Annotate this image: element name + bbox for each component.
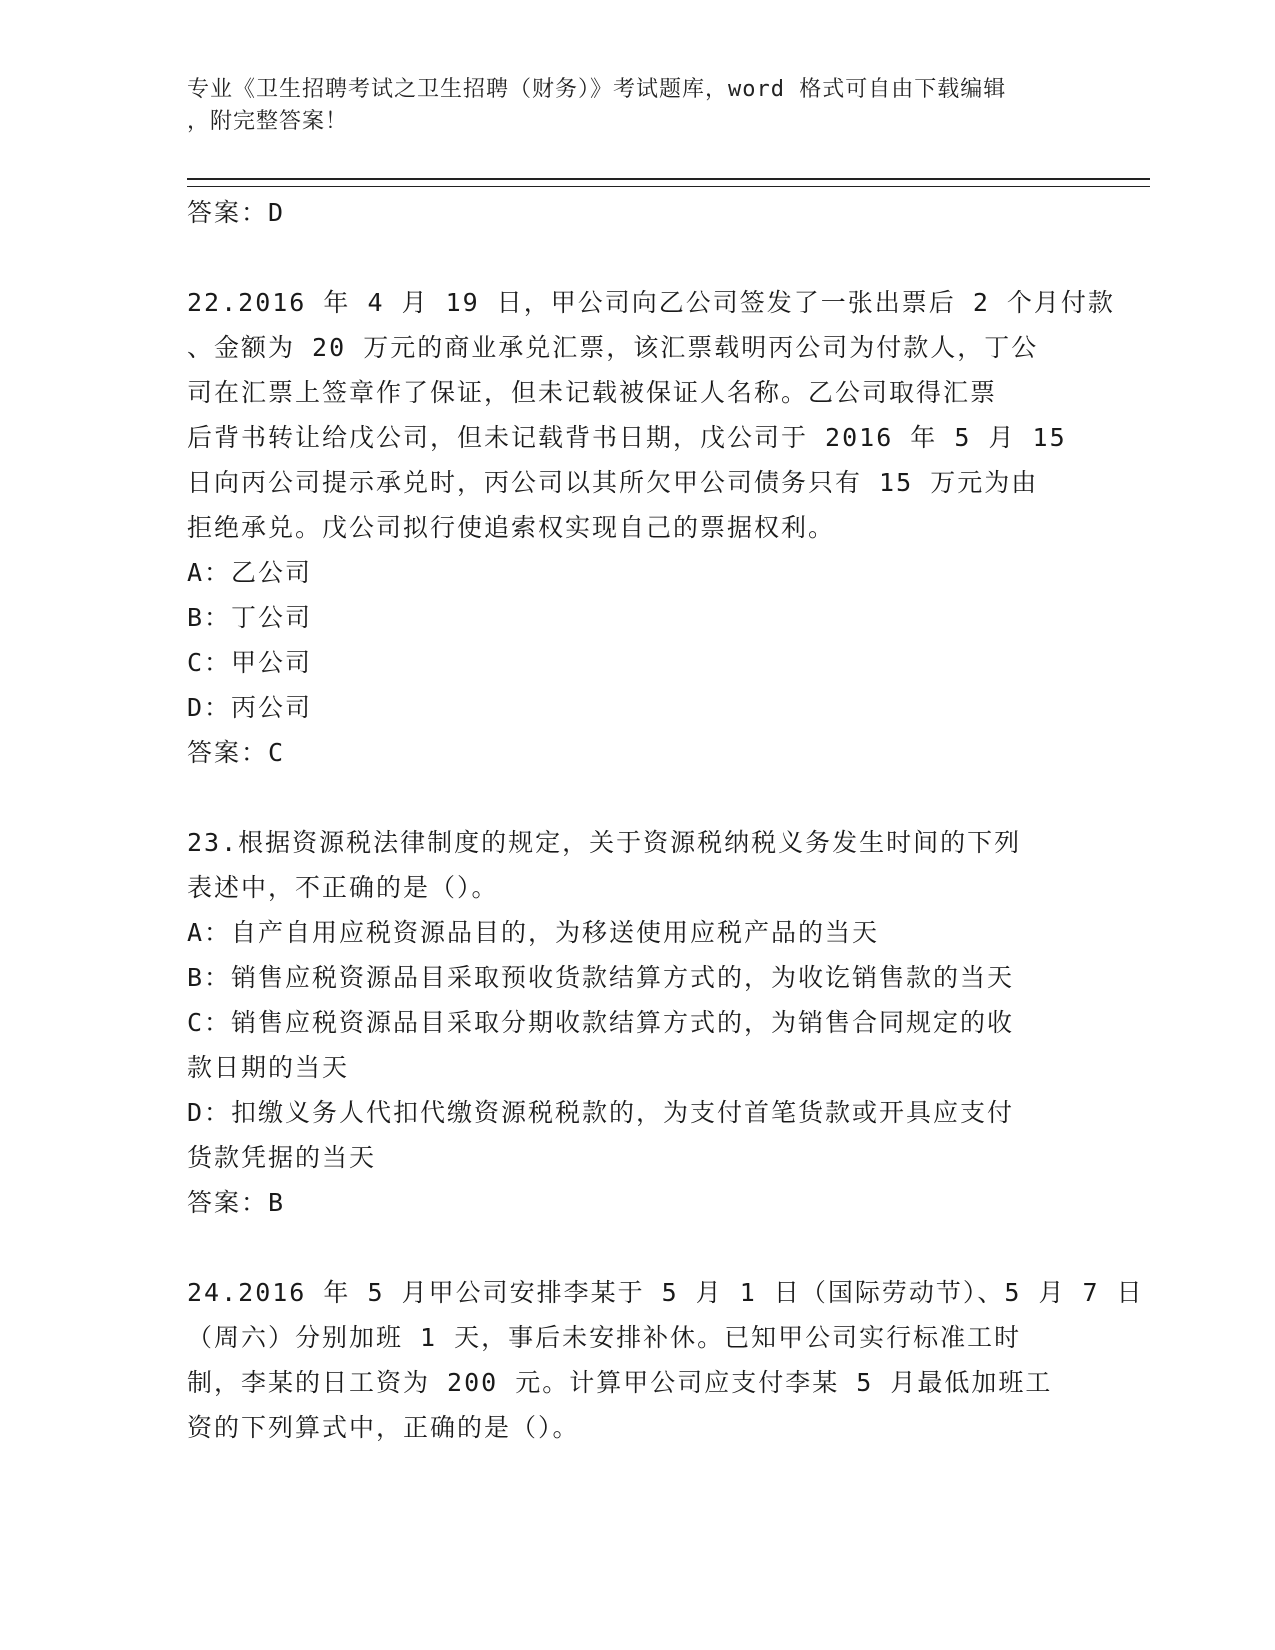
answer-line: 答案：C	[187, 738, 286, 767]
question-block	[187, 1270, 1144, 1450]
question-text-line: 23.根据资源税法律制度的规定，关于资源税纳税义务发生时间的下列	[187, 828, 1022, 857]
option-line: 款日期的当天	[187, 1053, 350, 1082]
question-block	[187, 280, 1115, 775]
header-line-1: 专业《卫生招聘考试之卫生招聘（财务）》考试题库，word 格式可自由下载编辑	[187, 77, 1007, 102]
option-line: D：扣缴义务人代扣代缴资源税税款的，为支付首笔货款或开具应支付	[187, 1098, 1015, 1127]
question-text-line: 24.2016 年 5 月甲公司安排李某于 5 月 1 日（国际劳动节）、5 月 7 日	[187, 1278, 1144, 1307]
option-line: D：丙公司	[187, 693, 313, 722]
option-line: B：销售应税资源品目采取预收货款结算方式的，为收讫销售款的当天	[187, 963, 1015, 992]
option-line: B：丁公司	[187, 603, 313, 632]
question-text-line: 制，李某的日工资为 200 元。计算甲公司应支付李某 5 月最低加班工	[187, 1368, 1053, 1397]
spacer	[187, 775, 1087, 820]
option-line: C：销售应税资源品目采取分期收款结算方式的，为销售合同规定的收	[187, 1008, 1015, 1037]
question-text-line: （周六）分别加班 1 天，事后未安排补休。已知甲公司实行标准工时	[187, 1323, 1022, 1352]
document-header	[187, 74, 1087, 138]
document-body	[187, 190, 1144, 1450]
spacer	[187, 235, 1087, 280]
question-text-line: 日向丙公司提示承兑时，丙公司以其所欠甲公司债务只有 15 万元为由	[187, 468, 1039, 497]
option-line: C：甲公司	[187, 648, 313, 677]
question-block	[187, 820, 1087, 1225]
question-text-line: 资的下列算式中，正确的是（）。	[187, 1413, 580, 1442]
answer-line: 答案：D	[187, 198, 286, 227]
spacer	[187, 1225, 1087, 1270]
header-divider	[187, 178, 1150, 187]
answer-line: 答案：B	[187, 1188, 286, 1217]
question-text-line: 后背书转让给戊公司，但未记载背书日期，戊公司于 2016 年 5 月 15	[187, 423, 1067, 452]
option-line: A：自产自用应税资源品目的，为移送使用应税产品的当天	[187, 918, 880, 947]
option-line: A：乙公司	[187, 558, 313, 587]
option-line: 货款凭据的当天	[187, 1143, 377, 1172]
question-text-line: 拒绝承兑。戊公司拟行使追索权实现自己的票据权利。	[187, 513, 836, 542]
question-text-line: 、金额为 20 万元的商业承兑汇票，该汇票载明丙公司为付款人，丁公	[187, 333, 1039, 362]
question-text-line: 司在汇票上签章作了保证，但未记载被保证人名称。乙公司取得汇票	[187, 378, 998, 407]
header-line-2: ，附完整答案！	[187, 109, 349, 134]
question-text-line: 22.2016 年 4 月 19 日，甲公司向乙公司签发了一张出票后 2 个月付款	[187, 288, 1115, 317]
question-text-line: 表述中，不正确的是（）。	[187, 873, 499, 902]
